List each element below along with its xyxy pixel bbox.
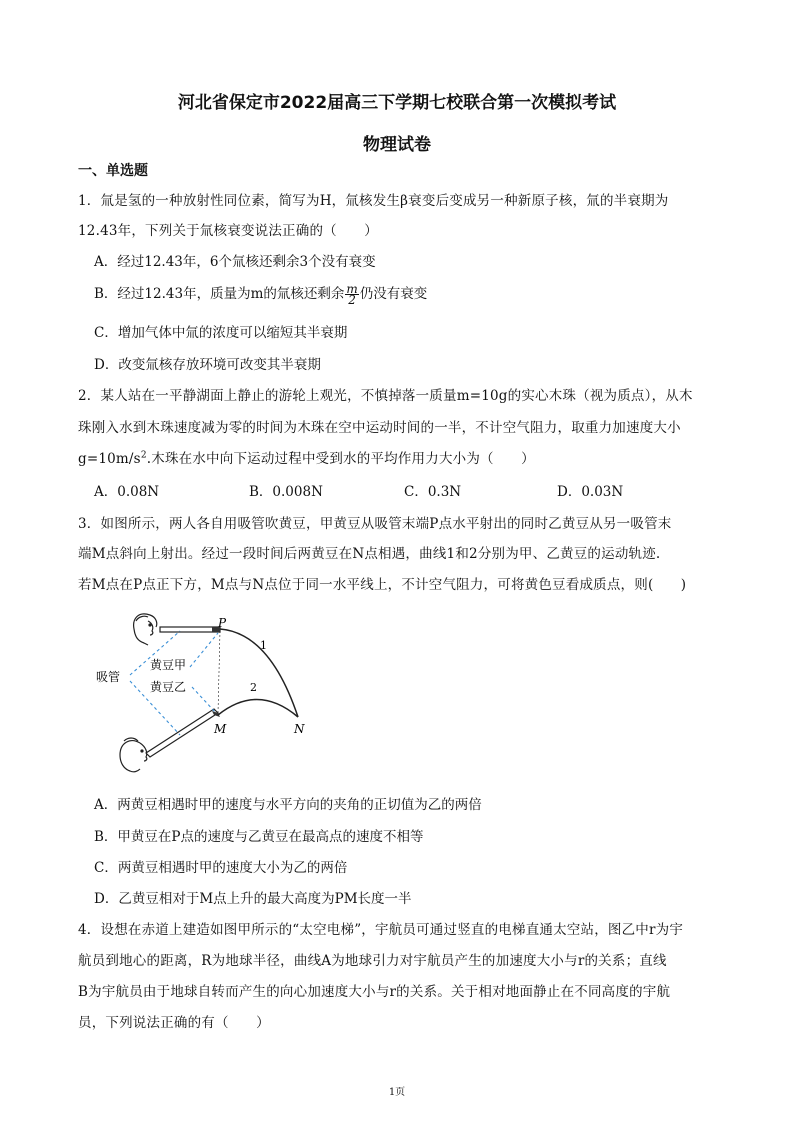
label-bean-b: 黄豆乙 (150, 680, 187, 694)
q2-option-b: B．0.008N (249, 484, 323, 500)
q3-figure (90, 605, 330, 785)
fraction-numerator: m (346, 282, 358, 296)
exam-subtitle: 物理试卷 (363, 135, 431, 155)
section-heading: 一、单选题 (78, 163, 148, 179)
trajectory-1 (220, 629, 298, 717)
upper-straw (160, 627, 220, 632)
q4-stem-line1: 4．设想在赤道上建造如图甲所示的“太空电梯”，宇航员可通过竖直的电梯直通太空站，图乙中r为宇 (78, 922, 684, 938)
q2-gravity-value: g=10m/s (78, 451, 141, 467)
q2-option-c: C．0.3N (404, 484, 462, 500)
label-m: M (214, 722, 227, 736)
q1-stem-line2: 12.43年，下列关于氚核衰变说法正确的（ ） (78, 223, 378, 239)
q3-option-b: B．甲黄豆在P点的速度与乙黄豆在最高点的速度不相等 (94, 829, 424, 845)
q1-option-b (94, 282, 427, 305)
label-curve-2: 2 (250, 681, 257, 694)
q1-option-b-prefix: B．经过12.43年，质量为m的氚核还剩余 (94, 286, 345, 302)
q2-stem-line3 (78, 447, 535, 467)
lower-straw (146, 709, 220, 757)
q4-stem-line3: B为宇航员由于地球自转而产生的向心加速度大小与r的关系。关于相对地面静止在不同高度的宇航 (78, 984, 671, 1000)
q2-gravity-exponent: 2 (140, 450, 147, 461)
q1-option-b-fraction (345, 284, 358, 305)
q3-option-c: C．两黄豆相遇时甲的速度大小为乙的两倍 (94, 860, 348, 876)
exam-title: 河北省保定市2022届高三下学期七校联合第一次模拟考试 (177, 93, 617, 113)
q2-stem-line1: 2．某人站在一平静湖面上静止的游轮上观光，不慎掉落一质量m=10g的实心木珠（视为质点），从木 (78, 388, 693, 404)
q3-stem-line3: 若M点在P点正下方，M点与N点位于同一水平线上，不计空气阻力，可将黄色豆看成质点，则( ) (78, 577, 687, 593)
q1-stem-line1: 1．氚是氢的一种放射性同位素，简写为H，氚核发生β衰变后变成另一种新原子核，氚的半衰期为 (78, 193, 669, 209)
label-curve-1: 1 (260, 639, 267, 652)
label-bean-a: 黄豆甲 (150, 658, 187, 672)
q3-stem-line1: 3．如图所示，两人各自用吸管吹黄豆，甲黄豆从吸管末端P点水平射出的同时乙黄豆从另一吸管末 (78, 516, 672, 532)
q1-option-d: D．改变氚核存放环境可改变其半衰期 (94, 357, 321, 373)
label-p: P (218, 616, 227, 630)
q1-option-b-suffix: 仍没有衰变 (359, 286, 428, 302)
q2-option-d: D．0.03N (557, 484, 624, 500)
q3-option-a: A．两黄豆相遇时甲的速度与水平方向的夹角的正切值为乙的两倍 (94, 797, 482, 813)
label-straw: 吸管 (96, 670, 121, 684)
q2-stem-line2: 珠刚入水到木珠速度减为零的时间为木珠在空中运动时间的一半，不计空气阻力，取重力加速度大小 (78, 420, 681, 436)
label-n: N (294, 722, 305, 736)
q4-stem-line4: 员，下列说法正确的有（ ） (78, 1015, 270, 1031)
upper-person-head-icon (134, 614, 157, 645)
q3-stem-line2: 端M点斜向上射出。经过一段时间后两黄豆在N点相遇，曲线1和2分别为甲、乙黄豆的运动轨迹. (78, 546, 661, 562)
page-number: 1页 (388, 1087, 406, 1098)
q3-option-d: D．乙黄豆相对于M点上升的最大高度为PM长度一半 (94, 891, 412, 907)
q1-option-a: A．经过12.43年，6个氚核还剩余3个没有衰变 (94, 254, 376, 270)
q2-stem-line3-rest: .木珠在水中向下运动过程中受到水的平均作用力大小为（ ） (146, 451, 535, 467)
q1-option-c: C．增加气体中氚的浓度可以缩短其半衰期 (94, 325, 348, 341)
lower-person-head-icon (120, 738, 147, 772)
trajectory-2 (218, 699, 298, 717)
q2-option-a: A．0.08N (94, 484, 160, 500)
fraction-denominator: 2 (348, 293, 356, 307)
q4-stem-line2: 航员到地心的距离，R为地球半径，曲线A为地球引力对宇航员产生的加速度大小与r的关系；直线 (78, 953, 667, 969)
